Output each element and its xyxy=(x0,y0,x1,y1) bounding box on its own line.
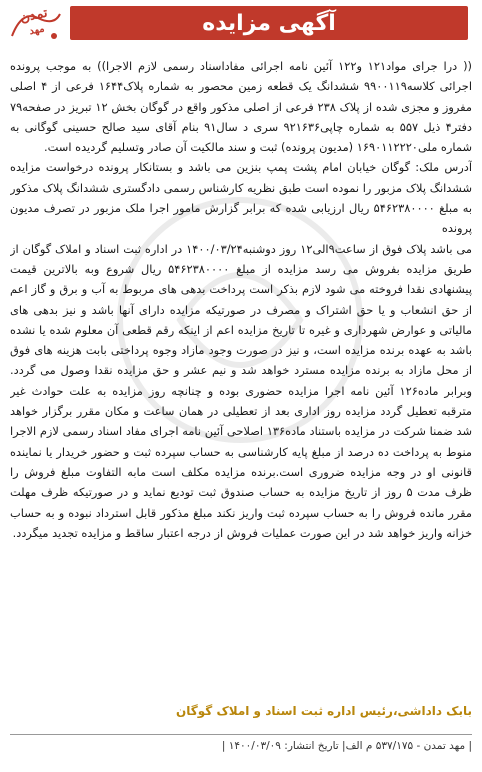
paragraph-address: آدرس ملک: گوگان خیابان امام پشت پمپ بنزین می باشد و بستانکار پرونده درخواست مزایده ششدانگ پلاک مزبور را نموده است طبق نظریه کارشناس رسمی دادگستری ششدانگ پلاک مذکور به مبلغ ۵۴۶۲۳۸۰۰۰۰ ریال ارزیابی شده که برابر گزارش مامور اجرا ملک مزبور در تصرف مدیون پرونده xyxy=(10,160,472,236)
publication-footer: | مهد تمدن - ۵۳۷/۱۷۵ م الف| تاریخ انتشار: ۱۴۰۰/۰۳/۰۹ | xyxy=(10,734,472,757)
paragraph-terms: می باشد پلاک فوق از ساعت۹الی۱۲ روز دوشنبه۱۴۰۰/۰۳/۲۴ در اداره ثبت اسناد و املاک گوگان از طریق مزایده بفروش می رسد مزایده از مبلغ ۵۴۶۲۳۸۰۰۰۰ ریال شروع وبه بالاترین قیمت پیشنهادی نقدا فروخته می شود لازم بذکر است پرداخت بدهی های مربوط به آب و برق و گاز اعم از حق انشعاب و یا حق اشتراک و مصرف در صورتیکه مزایده دارای آنها باشد و نیز بدهی های مالیاتی و عوارض شهرداری و غیره تا تاریخ مزایده اعم از اینکه رقم قطعی آن معلوم شده یا نشده باشد به عهده برنده مزایده است، و نیز در صورت وجود مازاد وجوه پرداختی بابت هزینه های فوق از محل مازاد به برنده مزایده مسترد خواهد شد و نیم عشر و حق مزایده نقدا وصول می گردد. وبرابر ماده۱۲۶ آئین نامه اجرا مزایده حضوری بوده و چنانچه روز مزایده به علت حوادث غیر مترقبه تعطیل گردد مزایده روز اداری بعد از تعطیلی در همان ساعت و مکان مقرر برگزار خواهد شد ضمنا شرکت در مزایده باستناد ماده۱۳۶ اصلاحی آئین نامه اجرای مفاد اسناد رسمی لازم الاجرا منوط به پرداخت ده درصد از مبلغ پایه کارشناسی به حساب سپرده ثبت و حضور خریدار یا نماینده قانونی او در وجه مزایده ضروری است.برنده مزایده مکلف است مابه التفاوت مبلغ فروش را ظرف مدت ۵ روز از تاریخ مزایده به حساب صندوق ثبت تودیع نماید و در صورتیکه ظرف مهلت مقرر مانده فروش را به حساب سپرده ثبت واریز نکند مبلغ مذکور قابل استرداد نبوده و به حساب خزانه واریز خواهد شد در این صورت عملیات فروش از درجه اعتبار ساقط و مزایده تجدید میگردد. xyxy=(10,241,472,540)
logo-main-text: تمدن xyxy=(18,5,49,26)
page-title: آگهی مزایده xyxy=(202,10,336,36)
newspaper-logo xyxy=(8,6,64,46)
notice-header xyxy=(8,6,474,46)
title-banner xyxy=(70,6,468,40)
paragraph-intro: (( درا جرای مواد۱۲۱ و۱۲۲ آئین نامه اجرائی مفاداسناد رسمی لازم الاجرا)) به موجب پرونده اجرائی کلاسه۹۹۰۰۱۱۹ ششدانگ یک قطعه زمین محصور به شماره پلاک۱۶۴۴ فرعی از ۴ اصلی مفروز و مجزی شده از پلاک ۲۳۸ فرعی از اصلی مذکور واقع در گوگان بخش ۱۲ تبریز در صفحه۷۹ دفتر۴ ذیل ۵۵۷ به شماره چاپی۹۲۱۶۳۶ سری د سال۹۱ بنام آقای سید صالح حسینی گوگانی به شماره ملی۱۶۹۰۱۱۲۲۲۰ (مدیون پرونده) ثبت و سند مالکیت آن صادر وتسلیم گردیده است. xyxy=(10,59,472,155)
logo-sub-text: مهد xyxy=(28,23,46,38)
signature-line: بابک داداشی،رئیس اداره ثبت اسناد و املاک گوگان xyxy=(176,704,472,718)
notice-body xyxy=(10,56,472,686)
